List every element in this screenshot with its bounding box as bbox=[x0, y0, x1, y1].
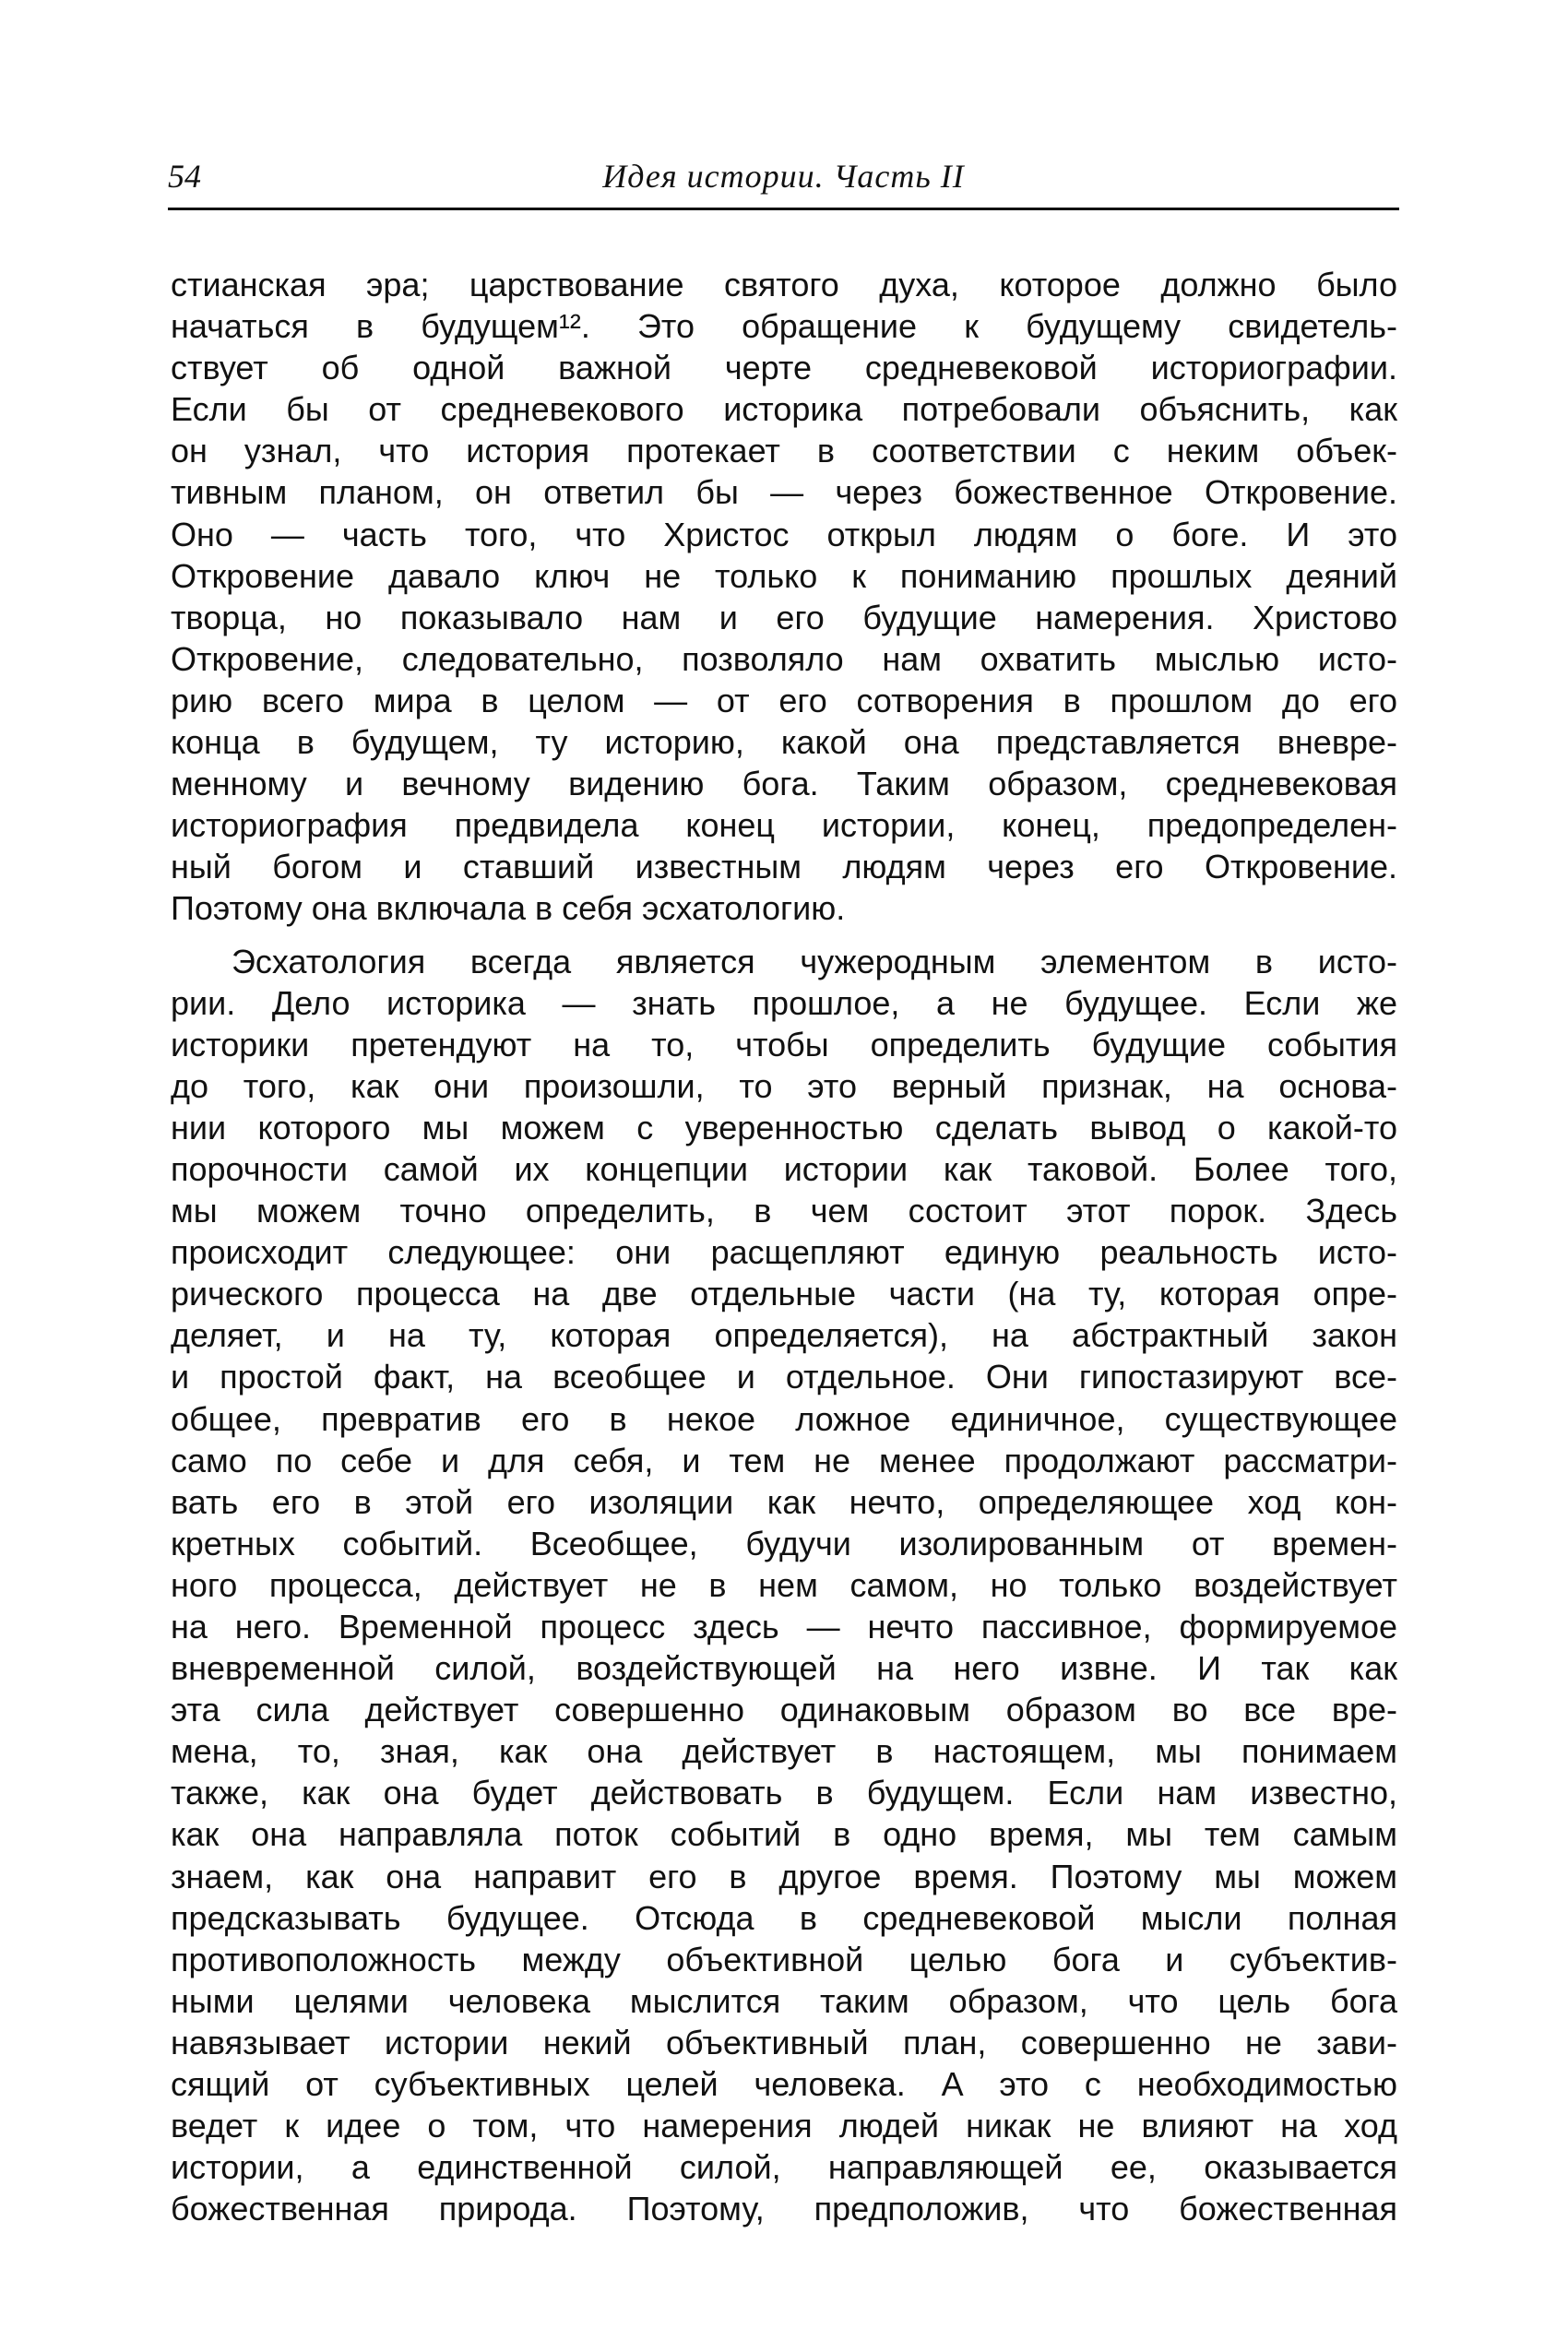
text-line: противоположность между объективной целью бога и субъектив- bbox=[171, 1940, 1397, 1978]
text-line: Откровение, следовательно, позволяло нам охватить мыслью исто- bbox=[171, 639, 1397, 678]
text-line: конца в будущем, ту историю, какой она представляется вневре- bbox=[171, 723, 1397, 762]
text-line: ведет к идее о том, что намерения людей никак не влияют на ход bbox=[171, 2107, 1397, 2145]
text-line: мы можем точно определить, в чем состоит этот порок. Здесь bbox=[171, 1192, 1397, 1230]
text-line: ствует об одной важной черте средневековой историографии. bbox=[171, 349, 1397, 387]
text-line: божественная природа. Поэтому, предположив, что божественная bbox=[171, 2190, 1397, 2228]
text-line: вневременной силой, воздействующей на него извне. И так как bbox=[171, 1649, 1397, 1688]
text-line: общее, превратив его в некое ложное единичное, существующее bbox=[171, 1399, 1397, 1438]
text-line: Если бы от средневекового историка потребовали объяснить, как bbox=[171, 390, 1397, 429]
text-line: истории, а единственной силой, направляющей ее, оказывается bbox=[171, 2148, 1397, 2187]
text-line: творца, но показывало нам и его будущие намерения. Христово bbox=[171, 598, 1397, 636]
text-line: происходит следующее: они расщепляют единую реальность исто- bbox=[171, 1233, 1397, 1272]
text-line: порочности самой их концепции истории как таковой. Более того, bbox=[171, 1149, 1397, 1188]
text-line: Откровение давало ключ не только к пониманию прошлых деяний bbox=[171, 556, 1397, 595]
text-line: как она направляла поток событий в одно время, мы тем самым bbox=[171, 1815, 1397, 1854]
text-line: Оно — часть того, что Христос открыл людям о боге. И это bbox=[171, 515, 1397, 553]
text-line: знаем, как она направит его в другое время. Поэтому мы можем bbox=[171, 1857, 1397, 1895]
text-line: до того, как они произошли, то это верный признак, на основа- bbox=[171, 1066, 1397, 1105]
text-line: Эсхатология всегда является чужеродным элементом в исто- bbox=[232, 942, 1397, 980]
text-line: и простой факт, на всеобщее и отдельное. Они гипостазируют все- bbox=[171, 1358, 1397, 1396]
text-line: эта сила действует совершенно одинаковым образом во все вре- bbox=[171, 1691, 1397, 1729]
text-line: ный богом и ставший известным людям через его Откровение. bbox=[171, 848, 1397, 886]
text-line: стианская эра; царствование святого духа, которое должно было bbox=[171, 266, 1397, 303]
text-line: кретных событий. Всеобщее, будучи изолированным от времен- bbox=[171, 1524, 1397, 1562]
page-header bbox=[168, 157, 1399, 205]
text-line: сящий от субъективных целей человека. А это с необходимостью bbox=[171, 2065, 1397, 2104]
text-line: тивным планом, он ответил бы — через божественное Откровение. bbox=[171, 473, 1397, 512]
text-line: рии. Дело историка — знать прошлое, а не будущее. Если же bbox=[171, 983, 1397, 1022]
text-line: рического процесса на две отдельные части (на ту, которая опре- bbox=[171, 1275, 1397, 1313]
text-line: вать его в этой его изоляции как нечто, определяющее ход кон- bbox=[171, 1482, 1397, 1521]
paragraph-1 bbox=[171, 264, 1397, 930]
text-line: Поэтому она включала в себя эсхатологию. bbox=[171, 889, 846, 928]
running-title: Идея истории. Часть II bbox=[602, 158, 965, 195]
text-line: нии которого мы можем с уверенностью сделать вывод о какой-то bbox=[171, 1108, 1397, 1146]
text-line: начаться в будущем¹². Это обращение к будущему свидетель- bbox=[171, 307, 1397, 346]
header-rule bbox=[168, 208, 1399, 210]
text-line: он узнал, что история протекает в соответствии с неким объек- bbox=[171, 432, 1397, 470]
text-line: навязывает истории некий объективный план, совершенно не зави- bbox=[171, 2023, 1397, 2061]
text-line: предсказывать будущее. Отсюда в средневековой мысли полная bbox=[171, 1898, 1397, 1937]
body-text bbox=[171, 264, 1397, 2229]
text-line: рию всего мира в целом — от его сотворения в прошлом до его bbox=[171, 681, 1397, 719]
text-line: историки претендуют на то, чтобы определить будущие события bbox=[171, 1025, 1397, 1063]
text-line: менному и вечному видению бога. Таким образом, средневековая bbox=[171, 765, 1397, 803]
text-line: историография предвидела конец истории, конец, предопределен- bbox=[171, 806, 1397, 845]
text-line: ными целями человека мыслится таким образом, что цель бога bbox=[171, 1981, 1397, 2020]
text-line: само по себе и для себя, и тем не менее продолжают рассматри- bbox=[171, 1441, 1397, 1479]
text-line: также, как она будет действовать в будущем. Если нам известно, bbox=[171, 1774, 1397, 1812]
text-line: мена, то, зная, как она действует в настоящем, мы понимаем bbox=[171, 1732, 1397, 1771]
paragraph-2 bbox=[171, 941, 1397, 2230]
text-line: на него. Временной процесс здесь — нечто пассивное, формируемое bbox=[171, 1608, 1397, 1645]
text-line: деляет, и на ту, которая определяется), на абстрактный закон bbox=[171, 1316, 1397, 1355]
page-number: 54 bbox=[168, 158, 201, 195]
text-line: ного процесса, действует не в нем самом, но только воздействует bbox=[171, 1565, 1397, 1604]
